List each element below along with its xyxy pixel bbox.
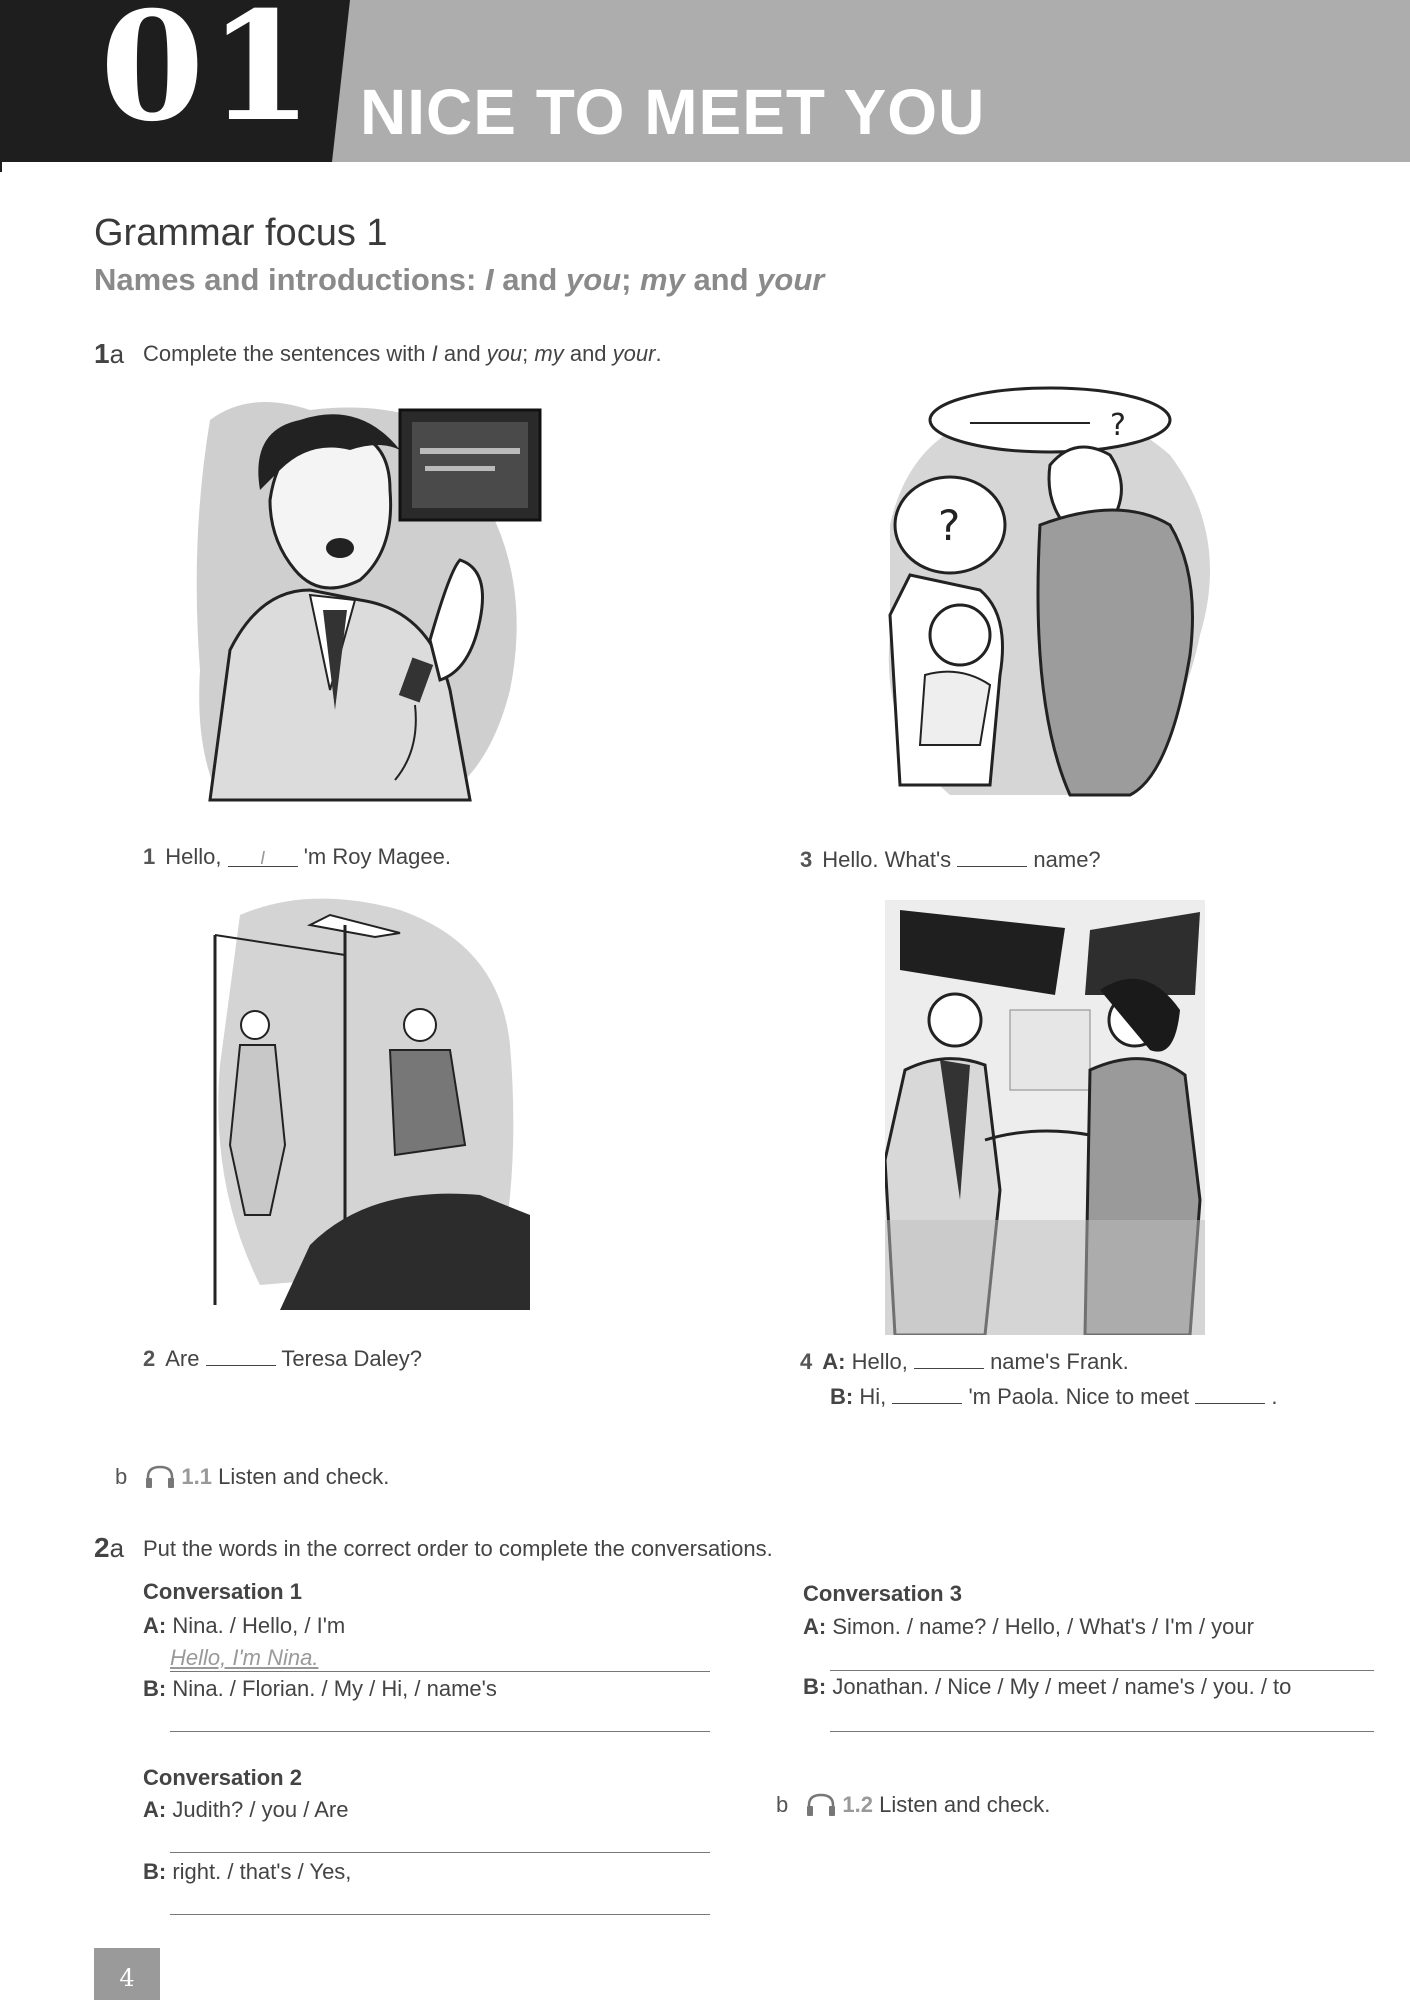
divider (0, 162, 2, 172)
answer-blank[interactable] (206, 1347, 276, 1366)
conversation-2-title: Conversation 2 (143, 1765, 302, 1790)
conversation-1-title: Conversation 1 (143, 1579, 302, 1604)
answer-blank[interactable] (892, 1385, 962, 1404)
unit-title: NICE TO MEET YOU (360, 76, 986, 148)
answer-blank[interactable] (914, 1350, 984, 1369)
exercise-1a-number: 1a (94, 338, 125, 369)
answer-line[interactable] (170, 1731, 710, 1732)
exercise-1a-instruction: Complete the sentences with I and you; my and your. (143, 341, 662, 366)
illustration-baby-and-mother (870, 375, 1230, 815)
exercise-2a-instruction: Put the words in the correct order to complete the conversations. (143, 1536, 773, 1561)
illustration-airport-meeting (200, 885, 530, 1310)
conversation-3-prompt-a: A: Simon. / name? / Hello, / What's / I'm / your (803, 1614, 1254, 1639)
answer-line[interactable] (170, 1671, 710, 1672)
speech-bubble-question-left: ? (938, 501, 961, 550)
conversation-1-answer-a: Hello, I'm Nina. (170, 1645, 319, 1670)
illustration-handshake (885, 900, 1205, 1335)
unit-number: 01 (100, 0, 317, 155)
conversation-3-title: Conversation 3 (803, 1581, 962, 1606)
answer-blank[interactable]: I (228, 848, 298, 867)
ex1a-item-2: 2 Are Teresa Daley? (143, 1346, 422, 1371)
ex1a-item-4-line-b: B: Hi, 'm Paola. Nice to meet . (830, 1384, 1278, 1409)
conversation-2-prompt-b: B: right. / that's / Yes, (143, 1859, 352, 1884)
section-subtitle: Names and introductions: I and you; my and your (94, 262, 825, 297)
exercise-2b: b 1.2 Listen and check. (776, 1792, 1051, 1817)
ex1a-item-4: 4 A: Hello, name's Frank. (800, 1349, 1129, 1374)
answer-blank[interactable] (957, 848, 1027, 867)
illustration-tv-presenter (190, 390, 570, 810)
answer-line[interactable] (170, 1852, 710, 1853)
headphones-icon (143, 1464, 177, 1490)
conversation-2-prompt-a: A: Judith? / you / Are (143, 1797, 349, 1822)
page-number: 4 (94, 1948, 160, 2000)
answer-line[interactable] (830, 1731, 1374, 1732)
conversation-3-prompt-b: B: Jonathan. / Nice / My / meet / name's / you. / to (803, 1674, 1292, 1699)
speech-bubble-question-right: ? (1110, 408, 1126, 443)
conversation-1-prompt-a: A: Nina. / Hello, / I'm (143, 1613, 346, 1638)
headphones-icon (804, 1792, 838, 1818)
exercise-1b: b 1.1 Listen and check. (115, 1464, 390, 1489)
exercise-2a-number: 2a (94, 1532, 125, 1563)
section-title: Grammar focus 1 (94, 212, 388, 254)
answer-line[interactable] (170, 1914, 710, 1915)
ex1a-item-1: 1 Hello, I 'm Roy Magee. (143, 844, 451, 869)
conversation-1-prompt-b: B: Nina. / Florian. / My / Hi, / name's (143, 1676, 497, 1701)
answer-blank[interactable] (1195, 1385, 1265, 1404)
ex1a-item-3: 3 Hello. What's name? (800, 847, 1101, 872)
answer-line[interactable] (830, 1670, 1374, 1671)
